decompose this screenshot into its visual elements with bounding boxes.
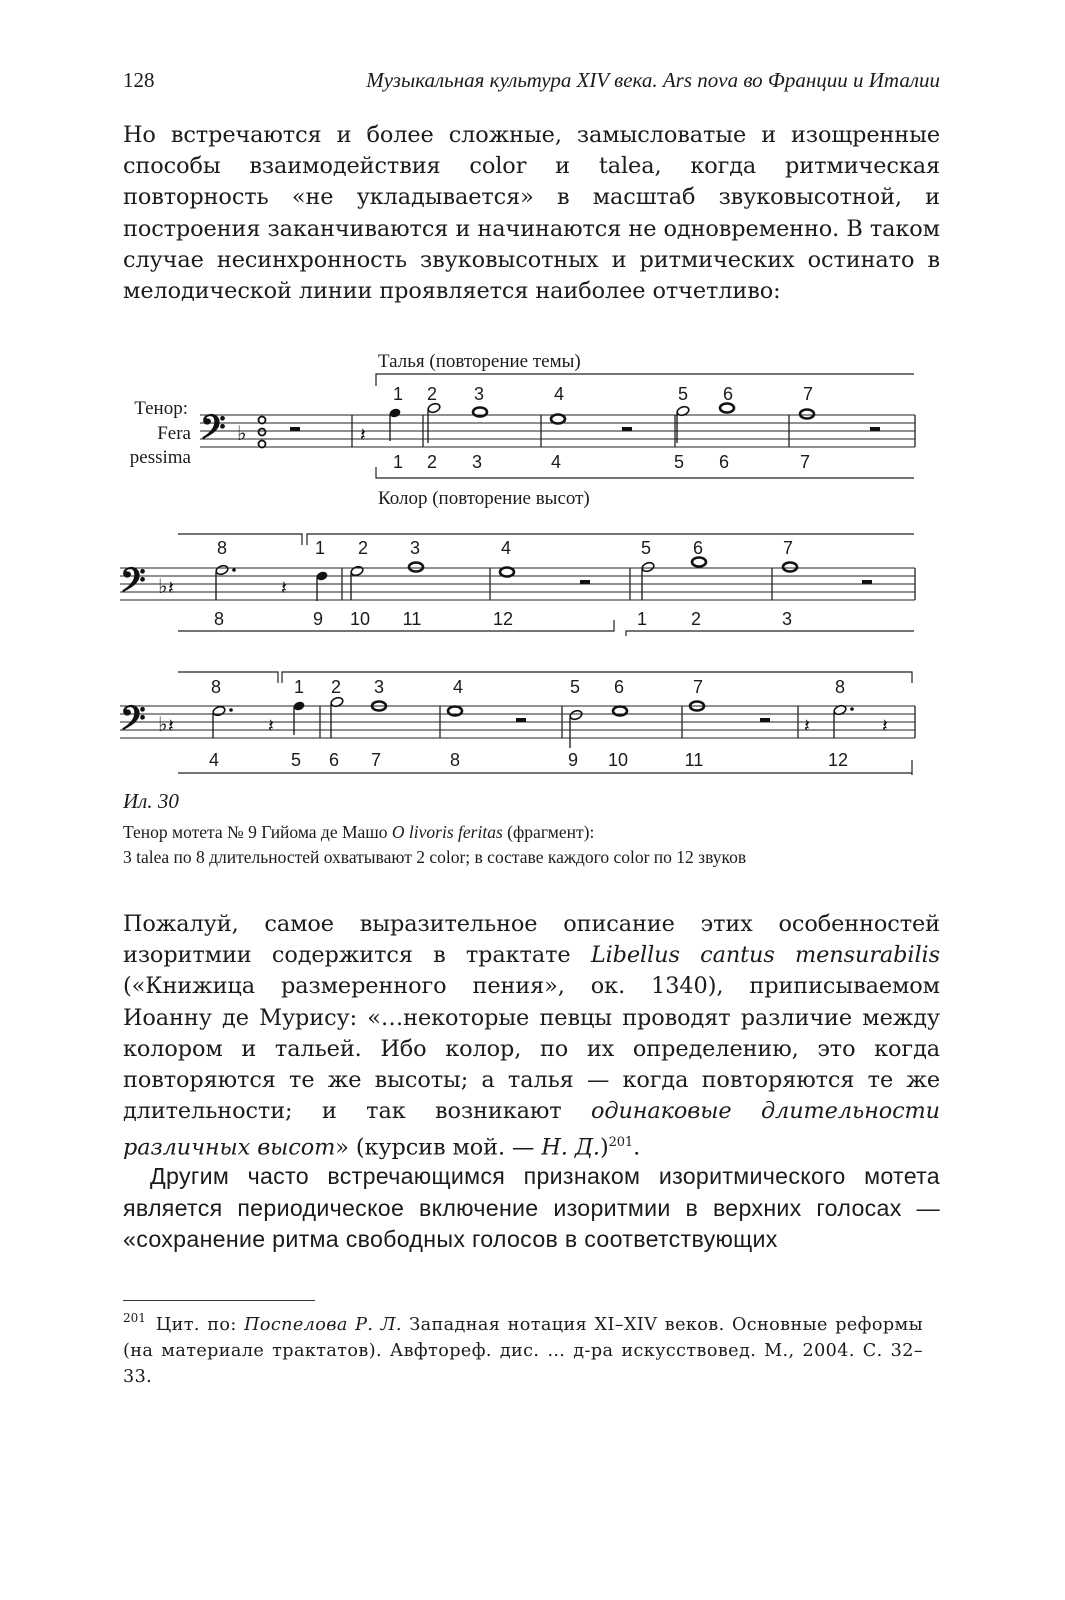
note	[551, 415, 565, 424]
talea-label: Талья (повторение темы)	[378, 351, 581, 372]
color-number: 8	[449, 750, 461, 770]
color-bracket	[376, 467, 914, 478]
talea-number: 7	[692, 677, 704, 697]
system-3	[120, 672, 915, 775]
color-number: 1	[636, 609, 648, 629]
rest	[760, 718, 770, 722]
color-number: 10	[349, 609, 371, 629]
color-label: Колор (повторение высот)	[378, 488, 590, 509]
note	[330, 696, 344, 738]
rest: 𝄽	[882, 715, 888, 737]
color-number: 9	[312, 609, 324, 629]
talea-number: 8	[216, 538, 228, 558]
rest	[862, 580, 872, 584]
rest: 𝄽	[804, 715, 810, 737]
note	[409, 563, 423, 572]
system-2	[120, 534, 915, 636]
talea-number: 8	[210, 677, 222, 697]
color-number: 4	[550, 452, 562, 472]
talea-number: 4	[452, 677, 464, 697]
rest	[290, 427, 300, 431]
color-number: 7	[799, 452, 811, 472]
figure-label: Ил. 30	[123, 789, 179, 813]
talea-number: 2	[330, 677, 342, 697]
color-number: 2	[426, 452, 438, 472]
talea-number: 3	[473, 384, 485, 404]
talea-number: 2	[357, 538, 369, 558]
page-number: 128	[123, 68, 155, 92]
color-number: 5	[673, 452, 685, 472]
color-number: 3	[781, 609, 793, 629]
rest	[580, 580, 590, 584]
talea-number: 6	[692, 538, 704, 558]
talea-number: 2	[426, 384, 438, 404]
talea-number: 7	[782, 538, 794, 558]
talea-number: 7	[802, 384, 814, 404]
motet-title: O livoris feritas	[391, 822, 503, 842]
note	[569, 709, 583, 748]
talea-number: 1	[392, 384, 404, 404]
music-example-figure	[110, 338, 940, 788]
talea-number: 6	[722, 384, 734, 404]
color-number: 6	[718, 452, 730, 472]
color-number: 9	[567, 750, 579, 770]
note	[676, 405, 690, 443]
note	[783, 563, 797, 572]
author-initials: Н. Д.	[541, 1134, 600, 1161]
rest: 𝄽	[360, 424, 366, 446]
running-header	[123, 68, 940, 102]
bass-clef: 𝄢	[200, 408, 226, 455]
color-number: 2	[690, 609, 702, 629]
rest	[870, 427, 880, 431]
key-flat: ♭	[158, 574, 168, 598]
color-number: 7	[370, 750, 382, 770]
voice-label-tenor: Тенор:	[134, 398, 188, 419]
talea-number: 4	[553, 384, 565, 404]
running-title: Музыкальная культура XIV века. Ars nova во Франции и Италии	[366, 68, 940, 92]
talea-bracket	[376, 374, 914, 386]
caption-line-2: 3 talea по 8 длительностей охватывают 2 color; в составе каждого color по 12 звуков	[123, 847, 747, 867]
note	[641, 561, 655, 600]
voice-label-pessima: pessima	[129, 447, 191, 468]
note	[350, 565, 364, 600]
footnote: $^{201}$ Цит. по: Поспелова Р. Л. Западная нотация XI–XIV веков. Основные реформы (на материале трактатов). Авфтореф. дис. … д-ра искусствовед. М., 2004. С. 32–33.	[123, 1311, 923, 1387]
color-number: 12	[827, 750, 849, 770]
note	[720, 404, 734, 413]
footnote-divider	[123, 1300, 315, 1301]
talea-number: 6	[613, 677, 625, 697]
color-number: 10	[607, 750, 629, 770]
note	[315, 570, 328, 601]
footnote-reference[interactable]: 201	[608, 1135, 634, 1151]
color-number: 5	[290, 750, 302, 770]
talea-bracket	[178, 672, 278, 683]
talea-number: 3	[409, 538, 421, 558]
voice-label-fera: Fera	[157, 423, 191, 444]
bass-clef: 𝄢	[120, 561, 146, 608]
key-flat: ♭	[237, 421, 247, 445]
staff-lines	[200, 415, 915, 447]
talea-number: 1	[314, 538, 326, 558]
footnote-number: 201	[123, 1311, 146, 1325]
talea-number: 5	[569, 677, 581, 697]
note	[388, 407, 401, 441]
paragraph-color-talea: Но встречаются и более сложные, замысловатые и изощренные способы взаимодействия color и talea, когда ритмическая повторность «не укладывается» в масштаб звуковысотной, и построения заканчиваются и начинаются не одновременно. В таком случае несинхронность звуковысотных и ритмических остинато в мелодической линии проявляется наиболее отчетливо:	[123, 122, 940, 305]
figure-caption	[123, 789, 943, 870]
color-number: 6	[328, 750, 340, 770]
color-number: 1	[392, 452, 404, 472]
color-number: 12	[492, 609, 514, 629]
note	[215, 564, 236, 600]
talea-number: 5	[677, 384, 689, 404]
system-1	[200, 374, 915, 478]
note	[500, 568, 514, 577]
rest: 𝄽	[168, 577, 174, 599]
paragraph-de-muris-quote: Пожалуй, самое выразительное описание этих особенностей изоритмии содержится в трактате Libellus cantus mensurabilis («Книжица размеренного пения», ок. 1340), приписываемом Иоанну де Мурису: «…некоторые певцы проводят различие между колором и тальей. Ибо колор, по их определению, это когда повторяются те же высоты; а талья — когда повторяются те же длительности; и так возникают одинаковые длительности различных высот» (курсив мой. — Н. Д.)$^{201}$.	[123, 911, 940, 1161]
treatise-title: Libellus cantus mensurabilis	[590, 942, 940, 969]
talea-number: 1	[293, 677, 305, 697]
talea-bracket	[307, 534, 914, 545]
color-number: 4	[208, 750, 220, 770]
talea-number: 4	[500, 538, 512, 558]
color-number: 8	[213, 609, 225, 629]
color-bracket	[626, 631, 914, 636]
staff-lines	[120, 568, 915, 600]
isorhythm-score	[110, 338, 940, 788]
footnote-author: Поспелова Р. Л.	[244, 1315, 402, 1335]
emphasis: одинаковые длительности различных высот	[123, 1098, 940, 1161]
rest	[622, 427, 632, 431]
color-bracket	[178, 620, 614, 631]
talea-number: 5	[640, 538, 652, 558]
color-number: 11	[402, 609, 422, 629]
talea-bracket	[178, 534, 302, 545]
caption-line-1: Тенор мотета № 9 Гийома де Машо O livoris feritas (фрагмент):	[123, 822, 595, 842]
talea-number: 8	[834, 677, 846, 697]
rest: 𝄽	[281, 577, 287, 599]
key-flat: ♭	[158, 712, 168, 736]
mensuration-sign	[259, 417, 266, 448]
rest: 𝄽	[168, 715, 174, 737]
bass-clef: 𝄢	[120, 699, 146, 746]
rest: 𝄽	[268, 715, 274, 737]
talea-number: 3	[373, 677, 385, 697]
note	[833, 704, 854, 738]
color-number: 3	[471, 452, 483, 472]
rest	[516, 718, 526, 722]
paragraph-upper-voices: Другим часто встречающимся признаком изоритмического мотета является периодическое включение изоритмии в верхних голосах — «сохранение ритма свободных голосов в соответствующих	[123, 1163, 940, 1253]
note	[800, 410, 814, 419]
note	[692, 558, 706, 567]
color-number: 11	[684, 750, 704, 770]
